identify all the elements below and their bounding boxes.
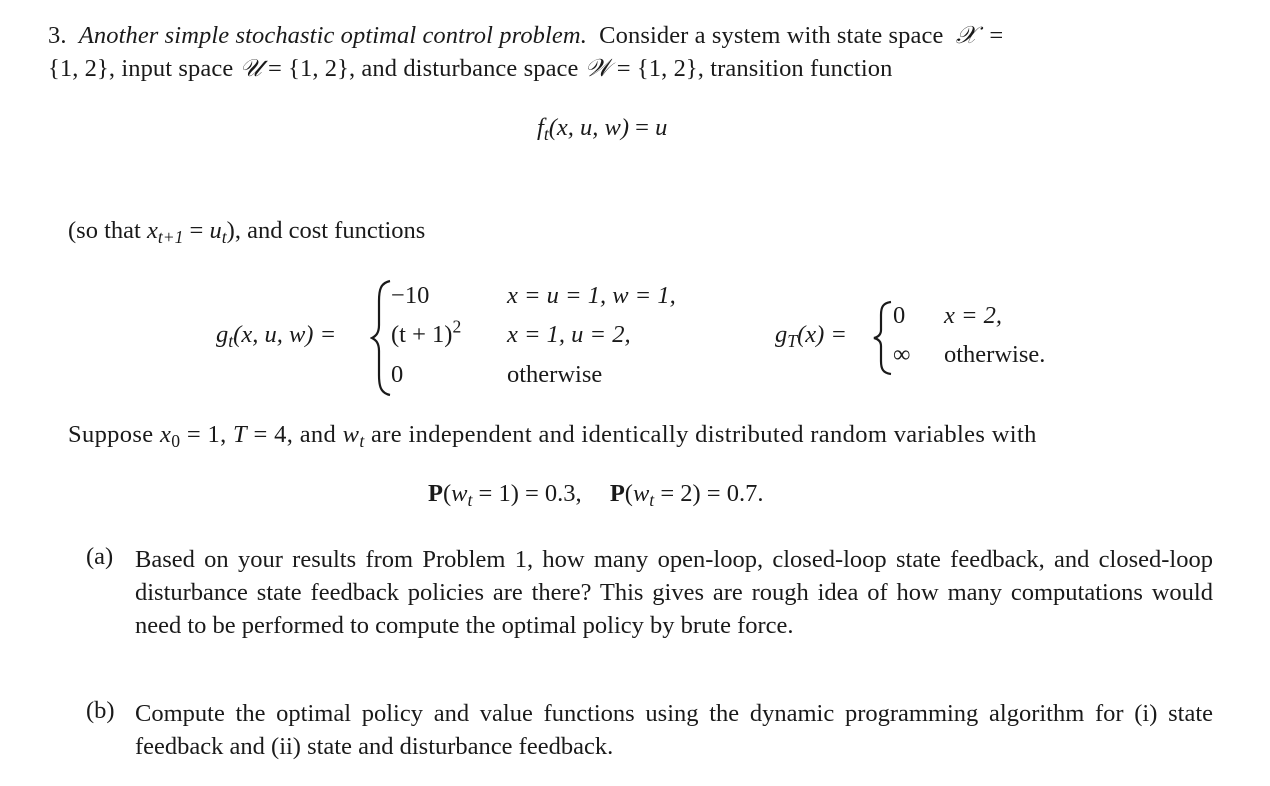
terminal-cost-lhs bbox=[775, 321, 847, 349]
input-space-symbol: 𝒰 bbox=[239, 53, 262, 82]
intro-text-3: , and disturbance space bbox=[348, 55, 579, 82]
transition-args: (x, u, w) bbox=[548, 114, 630, 141]
suppose-line bbox=[68, 421, 1037, 449]
problem-title: Another simple stochastic optimal control problem. bbox=[78, 22, 587, 49]
stage-case-2-value bbox=[391, 316, 462, 349]
probability-1-w: w bbox=[451, 480, 468, 507]
terminal-case-2-condition-text: otherwise. bbox=[944, 341, 1046, 368]
stage-cost-g: g bbox=[216, 321, 229, 348]
so-that-open: (so that bbox=[68, 217, 147, 244]
probability-1 bbox=[428, 480, 588, 510]
stage-case-2-condition-text: x = 1, u = 2, bbox=[507, 321, 631, 348]
terminal-cost-g: g bbox=[775, 321, 788, 348]
so-that-u-sub: t bbox=[221, 226, 227, 247]
terminal-cost-brace bbox=[872, 300, 894, 376]
so-that-x-sub: t+1 bbox=[157, 226, 184, 247]
suppose-w-sub: t bbox=[359, 430, 365, 451]
stage-cost-args: (x, u, w) = bbox=[233, 321, 337, 348]
part-b-text: Compute the optimal policy and value functions using the dynamic programming algorithm for (i) state feedback and (ii) state and disturbance feedback. bbox=[135, 700, 1213, 760]
transition-lhs: f bbox=[537, 114, 544, 141]
problem-line-2 bbox=[48, 53, 892, 83]
disturbance-space-set: {1, 2} bbox=[636, 55, 698, 82]
state-space-set: {1, 2} bbox=[48, 55, 109, 82]
stage-case-1-value bbox=[391, 282, 429, 310]
terminal-case-1-condition-text: x = 2, bbox=[944, 302, 1003, 329]
suppose-T: T bbox=[233, 421, 248, 448]
problem-header-line bbox=[48, 20, 1003, 50]
probability-2 bbox=[609, 480, 764, 510]
part-a-label: (a) bbox=[86, 543, 114, 570]
stage-case-2-value-text: (t + 1) bbox=[391, 321, 453, 348]
terminal-case-1-value-text: 0 bbox=[893, 302, 906, 329]
transition-sub: t bbox=[543, 123, 549, 144]
stage-case-3-condition-text: otherwise bbox=[507, 361, 603, 388]
state-space-symbol: 𝒳 bbox=[955, 20, 977, 49]
stage-case-3-value bbox=[391, 361, 403, 389]
intro-text-1: Consider a system with state space bbox=[599, 22, 944, 49]
suppose-x0: x bbox=[159, 421, 172, 448]
terminal-case-1-condition bbox=[944, 302, 1002, 330]
suppose-text-1: Suppose bbox=[68, 421, 160, 448]
stage-case-1-condition bbox=[507, 282, 676, 310]
disturbance-space-symbol: 𝒲 bbox=[584, 53, 611, 82]
suppose-w: w bbox=[342, 421, 360, 448]
stage-case-3-condition bbox=[507, 361, 602, 389]
terminal-cost-sub: T bbox=[787, 330, 798, 351]
transition-eq: = bbox=[635, 114, 649, 141]
suppose-text-4: are independent and identically distributed random variables with bbox=[364, 421, 1037, 448]
terminal-cost-args: (x) = bbox=[797, 321, 847, 348]
probability-1-rest: = 1) = 0.3, bbox=[472, 480, 582, 507]
so-that-x: x bbox=[146, 217, 158, 244]
problem-number: 3. bbox=[48, 22, 67, 49]
part-a-text: Based on your results from Problem 1, how many open-loop, closed-loop state feedback, and closed-loop disturbance state feedback policies are there? This gives are rough idea of how many computations would need to be performed to compute the optimal policy by brute force. bbox=[135, 546, 1213, 639]
suppose-text-3: = 4, and bbox=[247, 421, 343, 448]
stage-case-2-condition bbox=[507, 321, 631, 349]
intro-text-2: , input space bbox=[108, 55, 234, 82]
paren-open: ( bbox=[442, 480, 452, 507]
part-b-label: (b) bbox=[86, 697, 115, 724]
probability-2-w: w bbox=[632, 480, 650, 507]
suppose-x0-sub: 0 bbox=[171, 430, 181, 451]
so-that-line bbox=[68, 217, 425, 245]
terminal-case-2-condition bbox=[944, 341, 1045, 369]
probability-2-w-sub: t bbox=[649, 489, 655, 510]
probability-2-rest: = 2) = 0.7. bbox=[654, 480, 764, 507]
so-that-u: u bbox=[209, 217, 222, 244]
terminal-case-2-value-text: ∞ bbox=[893, 341, 911, 368]
stage-cost-sub: t bbox=[228, 330, 234, 351]
probability-line bbox=[428, 480, 764, 508]
equals-sign: = bbox=[267, 55, 282, 82]
probability-1-P: P bbox=[428, 480, 443, 507]
suppose-text-2: = 1, bbox=[180, 421, 234, 448]
so-that-close: ), and cost functions bbox=[226, 217, 426, 244]
stage-case-1-value-text: −10 bbox=[391, 282, 430, 309]
intro-text-4: , transition function bbox=[697, 55, 893, 82]
transition-equation bbox=[537, 114, 667, 142]
equals-sign: = bbox=[616, 55, 631, 82]
terminal-case-1-value bbox=[893, 302, 905, 330]
paren-open: ( bbox=[624, 480, 633, 507]
stage-case-2-sup: 2 bbox=[452, 316, 462, 337]
equals-sign: = bbox=[983, 22, 1004, 49]
input-space-set: {1, 2} bbox=[288, 55, 349, 82]
probability-1-w-sub: t bbox=[467, 489, 473, 510]
terminal-case-2-value bbox=[893, 341, 910, 369]
stage-case-1-condition-text: x = u = 1, w = 1, bbox=[507, 282, 676, 309]
so-that-eq: = bbox=[183, 217, 210, 244]
stage-case-3-value-text: 0 bbox=[391, 361, 404, 388]
probability-2-P: P bbox=[609, 480, 625, 507]
stage-cost-lhs bbox=[216, 321, 336, 349]
transition-rhs: u bbox=[655, 114, 668, 141]
